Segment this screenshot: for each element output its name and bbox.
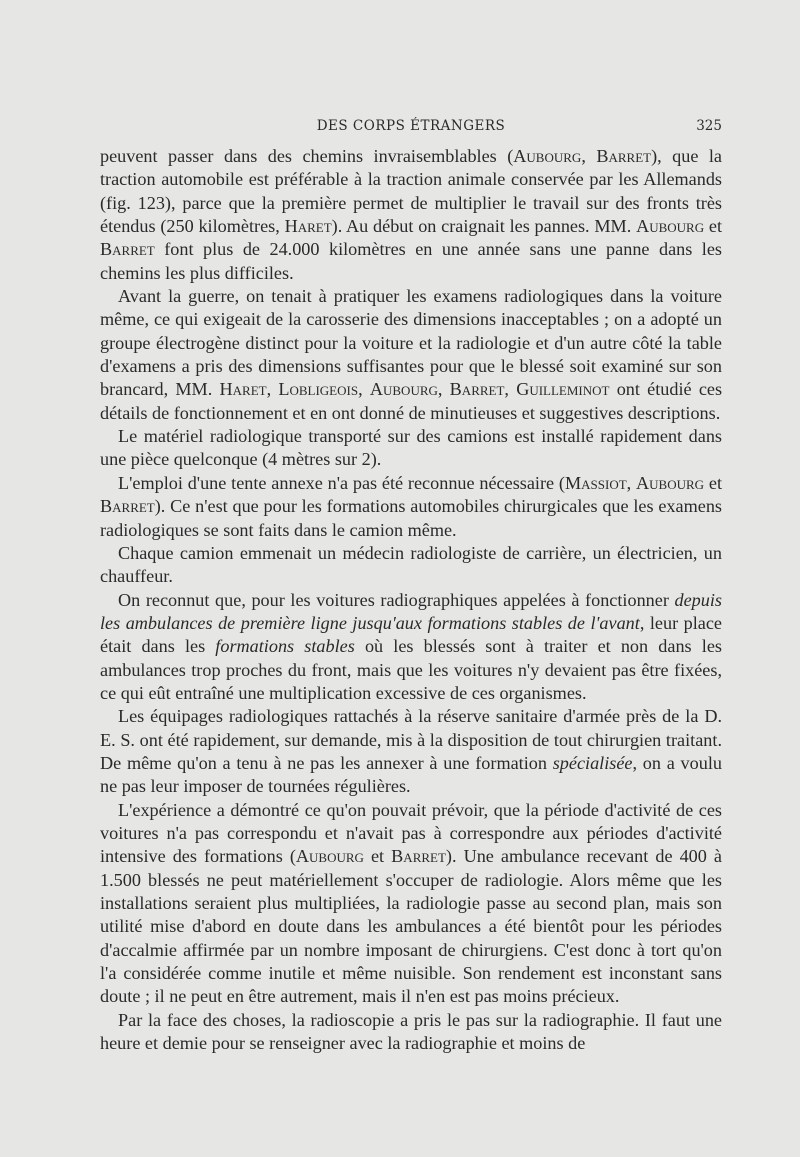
paragraph [100,1009,722,1056]
author-name: Barret [391,846,446,867]
page-number: 325 [696,118,722,134]
paragraph [100,285,722,425]
text-run: ). Ce n'est que pour les formations automobiles chirurgicales que les examens radiologiques se sont faits dans le camion même. [100,496,722,540]
author-name: Haret [284,216,332,237]
body-text [100,145,722,1055]
text-run: , [437,379,450,400]
text-run: ), que la traction automobile est préférable à la traction animale conservée par les Allemands (fig. 123), parce que la première permet de multiplier le travail sur des fronts très étendus (250 kilomètres, [100,146,722,237]
text-run: On reconnut que, pour les voitures radiographiques appelées à fonctionner [118,589,675,610]
author-name: Barret [596,146,652,166]
author-name: Aubourg [295,846,364,867]
text-run: , [358,379,370,400]
paragraph [100,799,722,1009]
text-run: Le matériel radiologique transporté sur des camions est installé rapidement dans une pièce quelconque (4 mètres sur 2). [100,426,722,470]
text-run: font plus de 24.000 kilomètres en une année sans une panne dans les chemins les plus difficiles. [100,239,722,283]
paragraph [100,472,722,542]
running-title: DES CORPS ÉTRANGERS [316,118,506,134]
paragraph [100,145,722,285]
text-run: ). Une ambulance recevant de 400 à 1.500 blessés ne peut matériellement s'occuper de radiologie. Alors même que les installations seraient plus multipliées, la radiologie passe au second plan, mais son utilité mise d'abord en doute dans les ambulances a été bientôt pour les périodes d'accalmie affirmée par un nombre imposant de chirurgiens. C'est donc à tort qu'on l'a considérée comme inutile et même nuisible. Son rendement est inconstant sans doute ; il ne peut en être autrement, mais il n'en est pas moins précieux. [100,846,722,1007]
text-run: Par la face des choses, la radioscopie a pris le pas sur la radiographie. Il faut une heure et demie pour se renseigner avec la radiographie et moins de [100,1009,722,1054]
paragraph [100,705,722,798]
author-name: Aubourg [513,146,582,166]
running-head [100,118,722,138]
emphasis-text: formations stables [215,636,355,657]
text-run: Chaque camion emmenait un médecin radiologiste de carrière, un électricien, un chauffeur. [100,542,722,587]
text-run: L'emploi d'une tente annexe n'a pas été reconnue nécessaire ( [118,472,565,493]
text-run: , [581,146,597,166]
author-name: Barret [100,239,155,260]
text-run: L'expérience a démontré ce qu'on pouvait prévoir, que la période d'activité de ces voitures n'a pas correspondu et n'avait pas à correspondre aux périodes d'activité intensive des formations ( [100,799,722,867]
author-name: Massiot [564,472,627,493]
text-run: , [626,472,637,493]
text-run: Les équipages radiologiques rattachés à la réserve sanitaire d'armée près de la D. E. S. ont été rapidement, sur demande, mis à la disposition de tout chirurgien traitant. De même qu'on a tenu à ne pas les annexer à une formation [100,706,722,773]
text-run: , on a voulu ne pas leur imposer de tournées régulières. [100,752,722,797]
text-run: ont étudié ces détails de fonctionnement et en ont donné de minutieuses et suggestives descriptions. [100,379,723,423]
paragraph [100,542,722,589]
text-run: ). Au début on craignait les pannes. MM. [331,216,637,237]
text-run: et [363,846,392,867]
author-name: Aubourg [636,216,705,237]
author-name: Barret [449,379,505,400]
author-name: Aubourg [636,472,705,493]
text-run: où les blessés sont à traiter et non dans les ambulances trop proches du front, mais que les voitures n'y devaient pas être fixées, ce qui eût entraîné une multiplication excessive de ces organismes. [100,636,722,703]
text-run: Avant la guerre, on tenait à pratiquer les examens radiologiques dans la voiture même, ce qui exigeait de la carosserie des dimensions inacceptables ; on a adopté un groupe électrogène distinct pour la voiture et la radiologie et d'un autre côté la table d'examens a pris des dimensions suffisantes pour que le blessé soit examiné sur son brancard, MM. [100,286,722,400]
emphasis-text: depuis les ambulances de première ligne jusqu'aux formations stables de l'avant [100,589,722,633]
author-name: Haret [219,379,267,400]
text-run: , [266,379,279,400]
text-run: peuvent passer dans des chemins invraisemblables ( [100,146,514,166]
paragraph [100,425,722,472]
author-name: Barret [100,496,155,517]
text-run: , leur place était dans les [100,612,723,657]
author-name: Lobligeois [278,379,359,400]
emphasis-text: spécialisée [552,752,633,773]
text-run: et [704,472,722,493]
author-name: Guilleminot [516,379,610,400]
author-name: Aubourg [369,379,438,400]
text-run: et [704,216,722,237]
text-run: , [504,379,517,400]
paragraph [100,589,722,706]
